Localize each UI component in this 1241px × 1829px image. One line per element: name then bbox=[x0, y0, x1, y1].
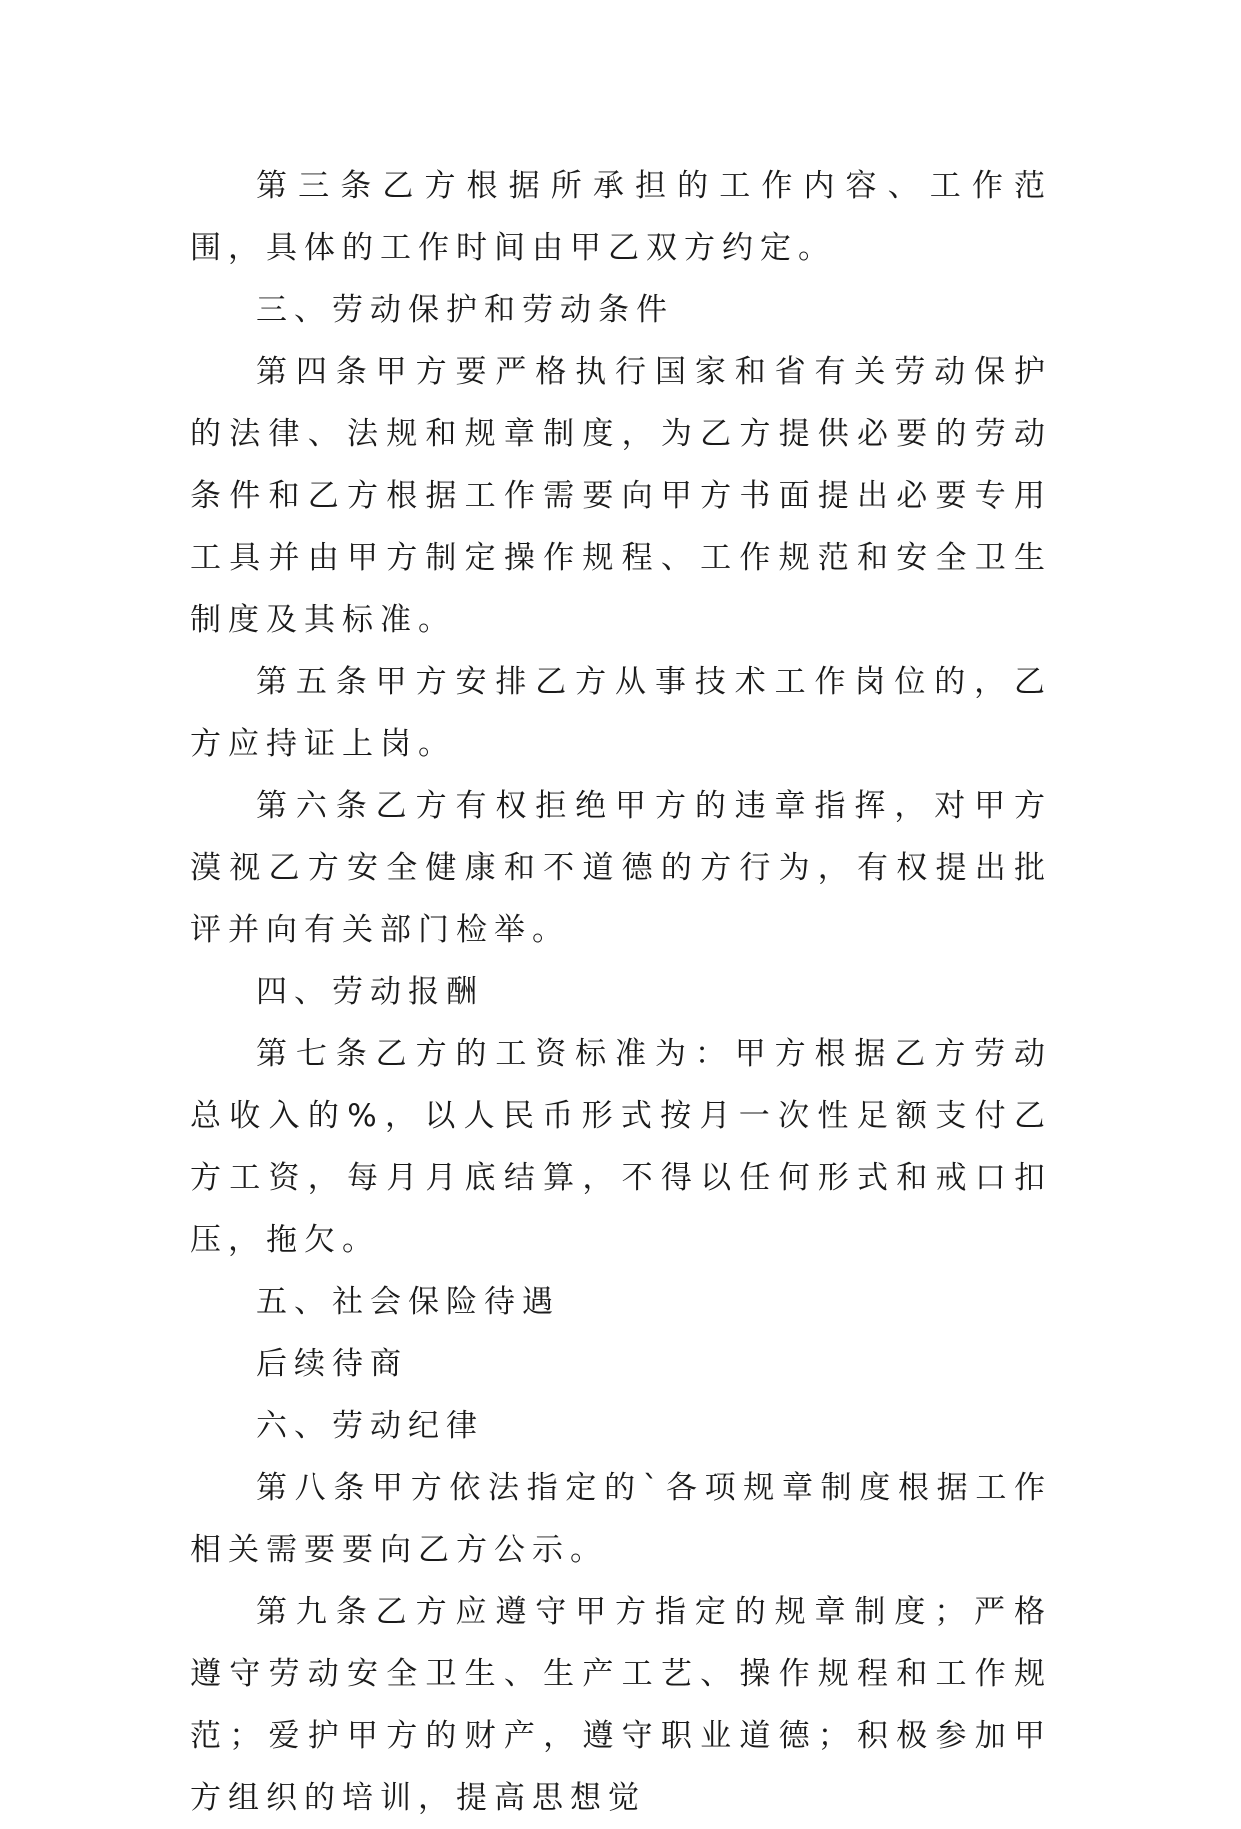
clause-6-paragraph: 第六条乙方有权拒绝甲方的违章指挥，对甲方漠视乙方安全健康和不道德的方行为，有权提出批评并向有关部门检举。 bbox=[190, 788, 1052, 948]
section-6-heading: 六、劳动纪律 bbox=[256, 1408, 484, 1444]
clause-7-paragraph: 第七条乙方的工资标准为：甲方根据乙方劳动总收入的%，以人民币形式按月一次性足额支付乙方工资，每月月底结算，不得以任何形式和戒口扣压，拖欠。 bbox=[190, 1036, 1052, 1258]
clause-9-paragraph: 第九条乙方应遵守甲方指定的规章制度；严格遵守劳动安全卫生、生产工艺、操作规程和工作规范；爱护甲方的财产，遵守职业道德；积极参加甲方组织的培训，提高思想觉 bbox=[190, 1594, 1052, 1816]
pending-note-paragraph: 后续待商 bbox=[256, 1346, 408, 1382]
section-3-heading: 三、劳动保护和劳动条件 bbox=[256, 292, 674, 328]
document-body bbox=[190, 155, 1052, 1829]
clause-8-paragraph: 第八条甲方依法指定的`各项规章制度根据工作相关需要要向乙方公示。 bbox=[190, 1470, 1052, 1568]
clause-3-paragraph: 第三条乙方根据所承担的工作内容、工作范围，具体的工作时间由甲乙双方约定。 bbox=[190, 168, 1052, 266]
section-4-heading: 四、劳动报酬 bbox=[256, 974, 484, 1010]
clause-4-paragraph: 第四条甲方要严格执行国家和省有关劳动保护的法律、法规和规章制度，为乙方提供必要的劳动条件和乙方根据工作需要向甲方书面提出必要专用工具并由甲方制定操作规程、工作规范和安全卫生制度及其标准。 bbox=[190, 354, 1052, 638]
section-5-heading: 五、社会保险待遇 bbox=[256, 1284, 560, 1320]
clause-5-paragraph: 第五条甲方安排乙方从事技术工作岗位的，乙方应持证上岗。 bbox=[190, 664, 1052, 762]
